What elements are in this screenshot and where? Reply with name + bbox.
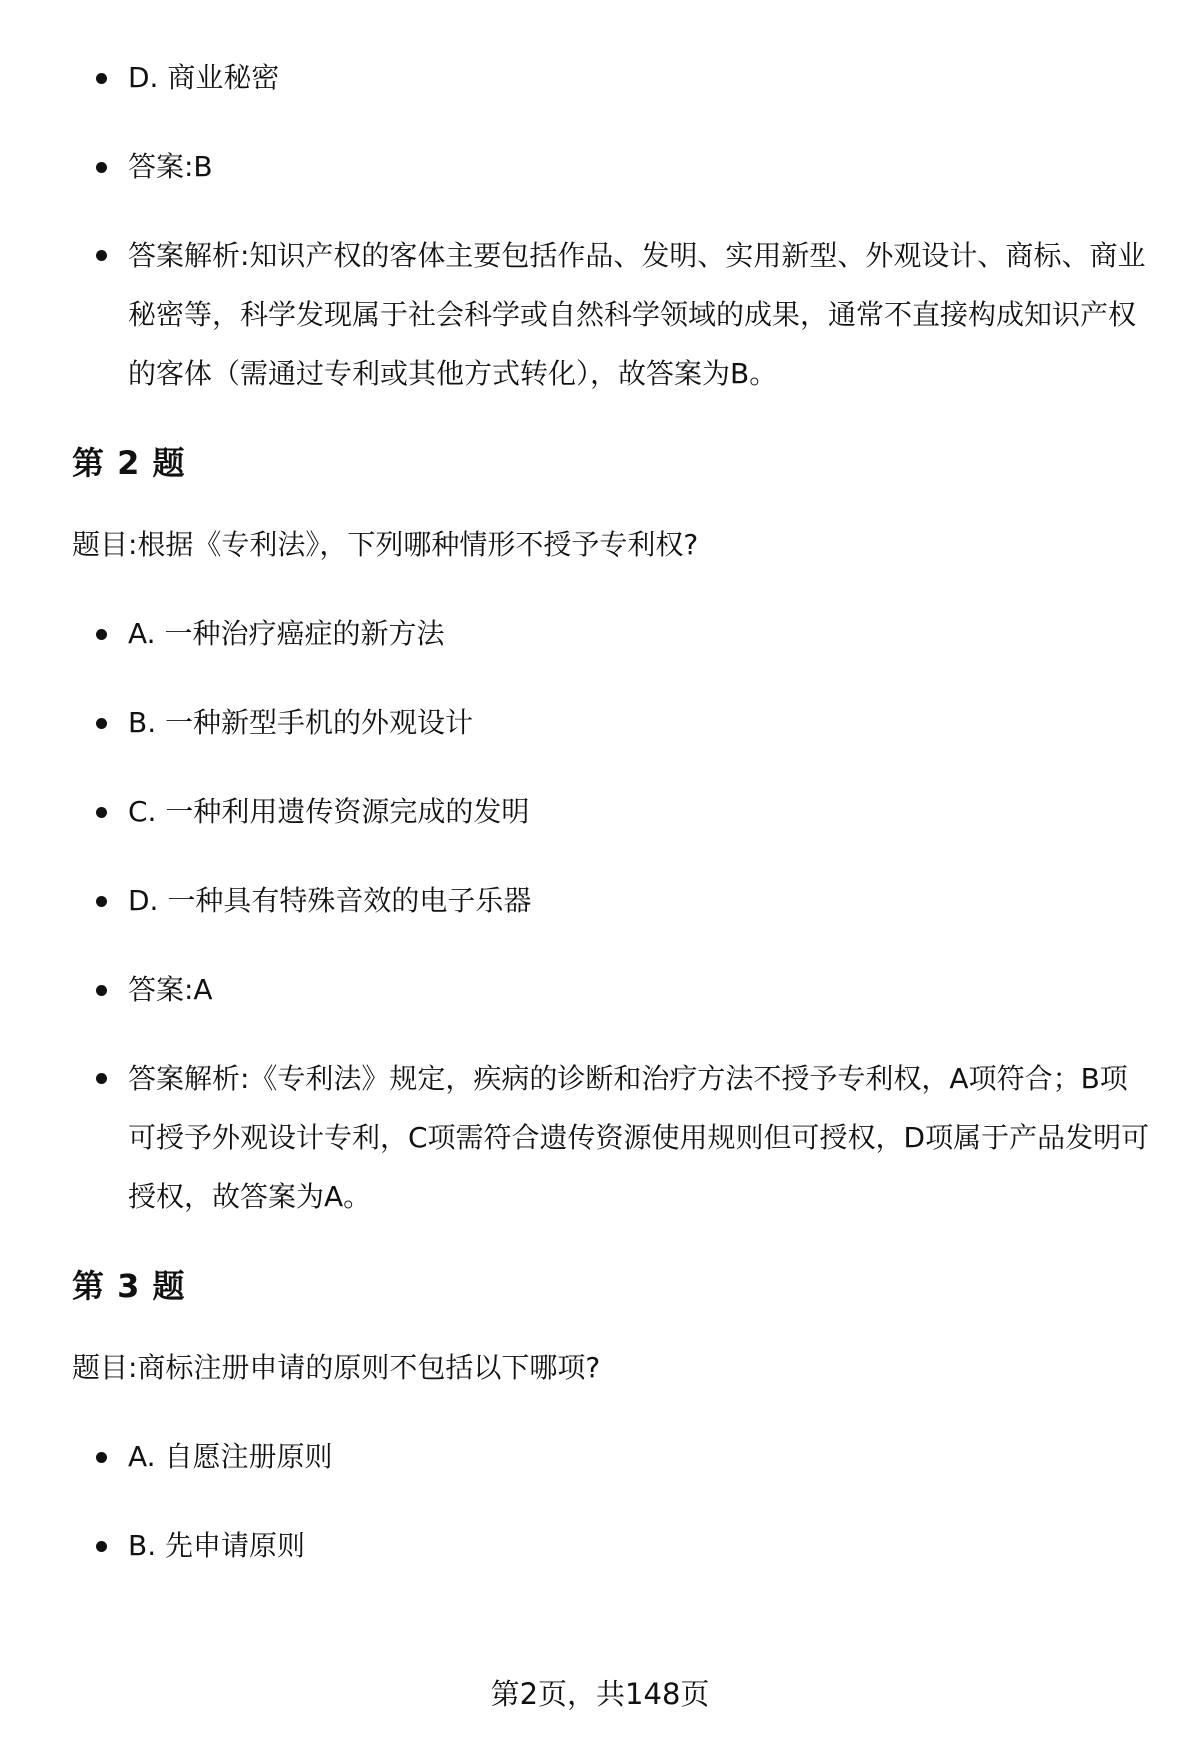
q1-option-d [72, 58, 1152, 98]
option-text: C. 一种利用遗传资源完成的发明 [128, 795, 530, 828]
q3-option-a [72, 1437, 1152, 1477]
q2-option-list [72, 614, 1152, 1226]
bullet-icon [96, 1541, 107, 1552]
bullet-icon [96, 807, 107, 818]
q1-explanation [72, 226, 1152, 403]
q1-answer [72, 147, 1152, 187]
q2-option-d [72, 881, 1152, 921]
page-footer [0, 1674, 1200, 1714]
q2-option-b [72, 703, 1152, 743]
bullet-icon [96, 73, 107, 84]
explanation-text: 答案解析:《专利法》规定，疾病的诊断和治疗方法不授予专利权，A项符合；B项可授予外观设计专利，C项需符合遗传资源使用规则但可授权，D项属于产品发明可授权，故答案为A。 [128, 1062, 1150, 1213]
bullet-icon [96, 985, 107, 996]
option-text: D. 商业秘密 [128, 61, 280, 94]
bullet-icon [96, 250, 107, 261]
answer-text: 答案:B [128, 150, 213, 183]
bullet-icon [96, 1452, 107, 1463]
q2-explanation [72, 1049, 1152, 1226]
q2-stem: 题目:根据《专利法》，下列哪种情形不授予专利权? [72, 528, 699, 561]
bullet-icon [96, 162, 107, 173]
option-text: B. 先申请原则 [128, 1529, 306, 1562]
bullet-icon [96, 896, 107, 907]
q2-option-c [72, 792, 1152, 832]
bullet-icon [96, 629, 107, 640]
explanation-text: 答案解析:知识产权的客体主要包括作品、发明、实用新型、外观设计、商标、商业秘密等，科学发现属于社会科学或自然科学领域的成果，通常不直接构成知识产权的客体（需通过专利或其他方式转化），故答案为B。 [128, 239, 1146, 390]
option-text: A. 一种治疗癌症的新方法 [128, 617, 445, 650]
q2-answer [72, 970, 1152, 1010]
option-text: A. 自愿注册原则 [128, 1440, 333, 1473]
page-indicator: 第2页，共148页 [490, 1677, 710, 1711]
q3-stem: 题目:商标注册申请的原则不包括以下哪项? [72, 1351, 601, 1384]
q3-option-b [72, 1526, 1152, 1566]
page-content [72, 58, 1152, 1615]
q3-option-list [72, 1437, 1152, 1566]
option-text: B. 一种新型手机的外观设计 [128, 706, 474, 739]
option-text: D. 一种具有特殊音效的电子乐器 [128, 884, 532, 917]
answer-text: 答案:A [128, 973, 213, 1006]
q2-title: 第 2 题 [72, 444, 186, 482]
bullet-icon [96, 1073, 107, 1084]
q1-option-list [72, 58, 1152, 403]
bullet-icon [96, 718, 107, 729]
q3-title: 第 3 题 [72, 1267, 186, 1305]
q2-option-a [72, 614, 1152, 654]
